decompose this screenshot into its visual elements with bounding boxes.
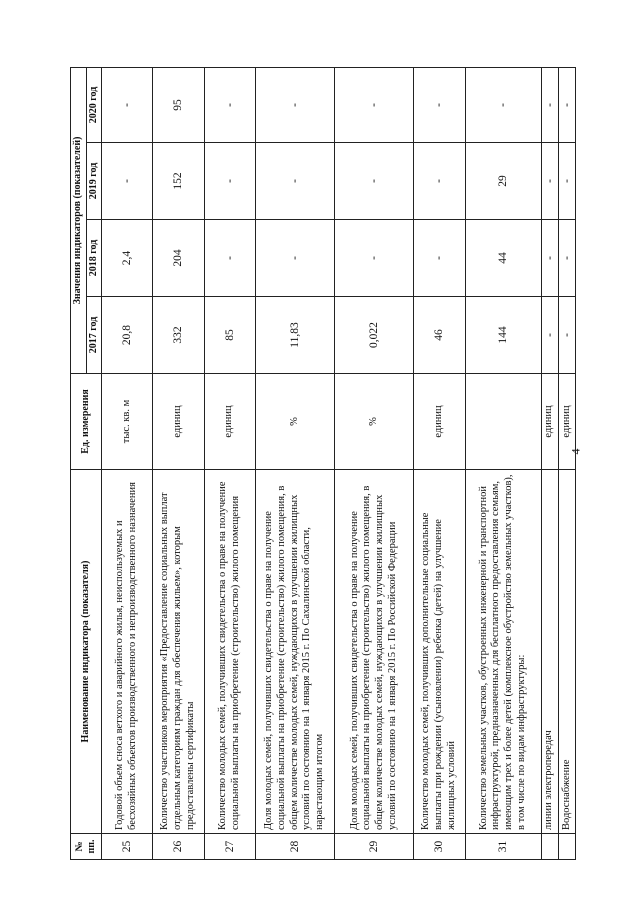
row-value-2018: 2,4: [102, 220, 153, 297]
row-value-2019: -: [558, 143, 575, 220]
row-num: [541, 834, 558, 860]
row-name: Доля молодых семей, получивших свидетельства о праве на получение социальной выплаты на приобретение (строительство) жилого помещения, в общем количестве молодых семей, нуждающихся в улучшении жилищных условий по состоянию на 1 января 2015 г. По Сахалинской области, нарастающим итогом: [255, 470, 334, 834]
row-unit: [465, 374, 541, 470]
row-unit: единиц: [204, 374, 255, 470]
row-value-2018: -: [204, 220, 255, 297]
row-value-2017: -: [558, 297, 575, 374]
row-name: Количество молодых семей, получивших дополнительные социальные выплаты при рождении (усыновлении) ребенка (детей) на улучшение жилищных условий: [414, 470, 465, 834]
row-num: 26: [153, 834, 204, 860]
row-value-2018: 44: [465, 220, 541, 297]
row-value-2017: 46: [414, 297, 465, 374]
row-value-2017: 85: [204, 297, 255, 374]
row-value-2019: -: [255, 143, 334, 220]
table-row: [153, 67, 204, 859]
row-value-2018: -: [541, 220, 558, 297]
header-unit: Ед. измерения: [71, 374, 102, 470]
row-value-2018: 204: [153, 220, 204, 297]
row-name: линии электропередач: [541, 470, 558, 834]
row-value-2019: -: [414, 143, 465, 220]
row-unit: %: [255, 374, 334, 470]
row-value-2019: -: [102, 143, 153, 220]
row-value-2020: -: [414, 67, 465, 142]
row-value-2020: -: [465, 67, 541, 142]
row-value-2020: -: [255, 67, 334, 142]
header-values-group: Значения индикаторов (показателей): [71, 67, 87, 373]
row-value-2020: -: [335, 67, 414, 142]
row-unit: единиц: [414, 374, 465, 470]
row-value-2020: 95: [153, 67, 204, 142]
table-row: [255, 67, 334, 859]
header-year-2020: 2020 год: [87, 67, 102, 142]
row-value-2017: 332: [153, 297, 204, 374]
row-name: Годовой объем сноса ветхого и аварийного жилья, неиспользуемых и бесхозяйных объектов производственного и непроизводственного назначения: [102, 470, 153, 834]
row-value-2020: -: [558, 67, 575, 142]
rotated-table-container: [70, 68, 576, 860]
row-value-2020: -: [204, 67, 255, 142]
row-value-2018: -: [335, 220, 414, 297]
row-name: Количество земельных участков, обустроенных инженерной и транспортной инфраструктурой, предназначенных для бесплатного предоставления семьям, имеющим трех и более детей (комплексное обустройство земельных участков), в том числе по видам инфраструктуры:: [465, 470, 541, 834]
row-value-2020: -: [102, 67, 153, 142]
row-value-2019: 152: [153, 143, 204, 220]
row-num: 28: [255, 834, 334, 860]
row-value-2019: -: [541, 143, 558, 220]
row-unit: %: [335, 374, 414, 470]
row-num: 29: [335, 834, 414, 860]
row-unit: единиц: [541, 374, 558, 470]
row-value-2017: 144: [465, 297, 541, 374]
row-unit: единиц: [153, 374, 204, 470]
row-num: [558, 834, 575, 860]
header-name: Наименование индикатора (показателя): [71, 470, 102, 834]
table-row: [465, 67, 541, 859]
row-num: 27: [204, 834, 255, 860]
row-value-2017: 11,83: [255, 297, 334, 374]
row-name: Доля молодых семей, получивших свидетельства о праве на получение социальной выплаты на приобретение (строительство) жилого помещения, в общем количестве молодых семей, нуждающихся в улучшении жилищных условий по состоянию на 1 января 2015 г. По Российской Федерации: [335, 470, 414, 834]
row-unit: единиц: [558, 374, 575, 470]
header-num: № пп.: [71, 834, 102, 860]
header-year-2019: 2019 год: [87, 143, 102, 220]
indicator-table: [70, 67, 576, 860]
row-value-2019: -: [335, 143, 414, 220]
header-year-2017: 2017 год: [87, 297, 102, 374]
row-value-2018: -: [558, 220, 575, 297]
table-row: [414, 67, 465, 859]
table-row: [558, 67, 575, 859]
header-year-2018: 2018 год: [87, 220, 102, 297]
row-num: 31: [465, 834, 541, 860]
row-value-2017: -: [541, 297, 558, 374]
row-value-2018: -: [255, 220, 334, 297]
table-row: [204, 67, 255, 859]
row-value-2020: -: [541, 67, 558, 142]
indicator-table-area: [70, 68, 576, 860]
row-value-2017: 0,022: [335, 297, 414, 374]
row-name: Количество участников мероприятия «Предоставление социальных выплат отдельным категориям граждан для обеспечения жильем», которым предоставлены сертификаты: [153, 470, 204, 834]
row-num: 25: [102, 834, 153, 860]
row-value-2017: 20,8: [102, 297, 153, 374]
table-row: [541, 67, 558, 859]
row-unit: тыс. кв. м: [102, 374, 153, 470]
row-value-2019: -: [204, 143, 255, 220]
table-row: [335, 67, 414, 859]
row-name: Водоснабжение: [558, 470, 575, 834]
row-value-2018: -: [414, 220, 465, 297]
row-value-2019: 29: [465, 143, 541, 220]
table-row: [102, 67, 153, 859]
page-number: 4: [568, 448, 583, 455]
row-num: 30: [414, 834, 465, 860]
row-name: Количество молодых семей, получивших свидетельства о праве на получение социальной выплаты на приобретение (строительство) жилого помещения: [204, 470, 255, 834]
